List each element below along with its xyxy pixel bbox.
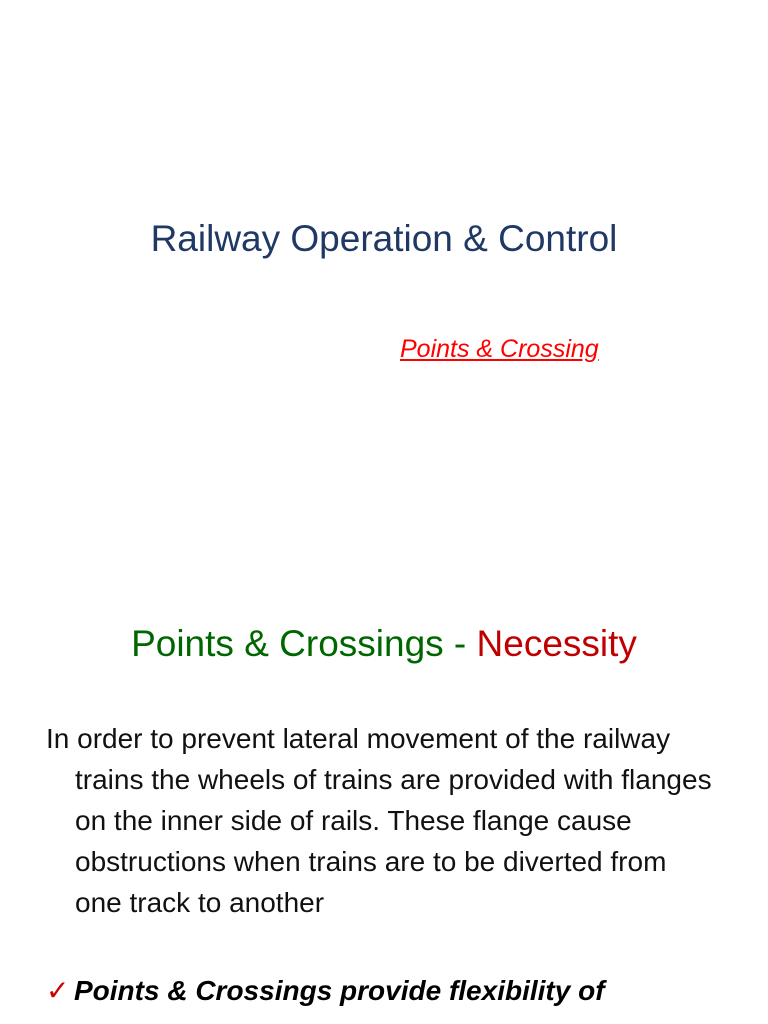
checkmark-icon: ✓ (46, 975, 70, 1006)
slide-title: Railway Operation & Control (150, 218, 618, 259)
slide-subtitle: Points & Crossing (400, 335, 599, 363)
heading-emphasis: Necessity (476, 623, 637, 664)
body-paragraph: In order to prevent lateral movement of the railway trains the wheels of trains are provided with flanges on the inner side of rails. These flange cause obstructions when trains are to be diverted from one track to another (46, 723, 712, 918)
heading-main: Points & Crossings - (131, 623, 477, 664)
bullet-item (46, 970, 746, 1011)
slide-heading (0, 623, 768, 665)
slide-2 (0, 576, 768, 1024)
bullet-text: Points & Crossings provide flexibility of (74, 975, 605, 1006)
